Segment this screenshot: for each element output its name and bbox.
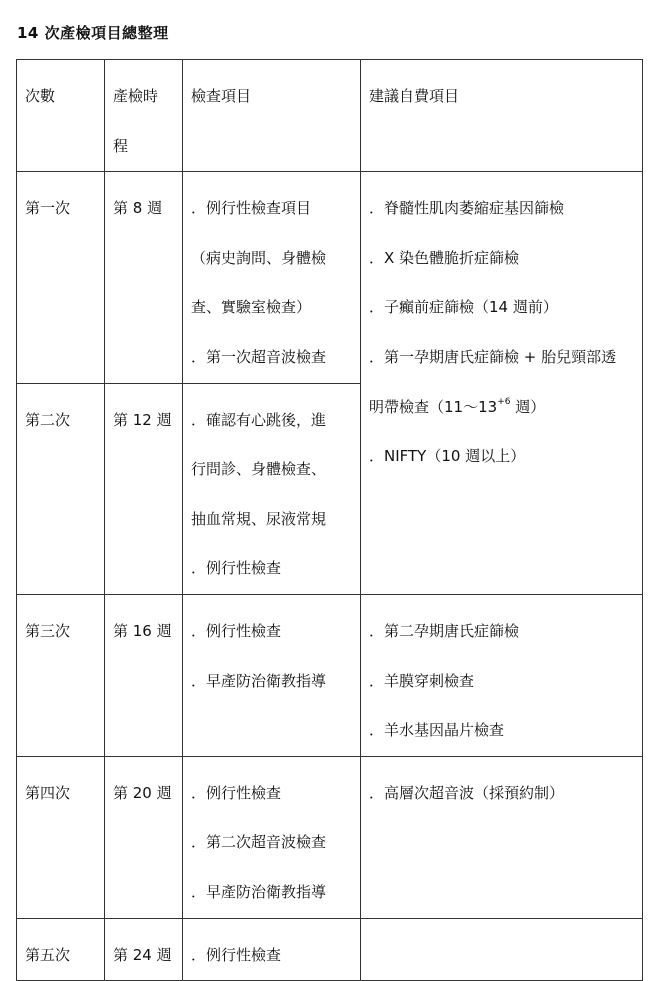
item-line: ．第二次超音波檢查	[191, 833, 327, 852]
visit-cell	[17, 172, 105, 383]
visit-label: 第五次	[25, 945, 71, 964]
prenatal-checkup-table	[16, 59, 643, 981]
page-title: 14 次產檢項目總整理	[17, 24, 169, 42]
item-line: ．例行性檢查	[191, 621, 282, 640]
table-row	[17, 918, 643, 981]
self-pay-text: 明帶檢查（11～13	[369, 397, 498, 416]
visit-cell	[17, 918, 105, 981]
self-pay-line	[369, 383, 634, 433]
header-items-label: 檢查項目	[191, 87, 252, 105]
self-pay-line: ．羊水基因晶片檢查	[369, 721, 505, 740]
self-pay-cell	[361, 918, 643, 981]
table-row	[17, 594, 643, 756]
self-pay-line: ．脊髓性肌肉萎縮症基因篩檢	[369, 199, 565, 218]
item-line: ．確認有心跳後，進	[191, 410, 327, 429]
self-pay-line: ．X 染色體脆折症篩檢	[369, 248, 520, 267]
visit-label: 第二次	[25, 410, 71, 429]
self-pay-line: ．第一孕期唐氏症篩檢 + 胎兒頸部透	[369, 347, 617, 366]
item-line: ．例行性檢查項目	[191, 199, 312, 218]
self-pay-line: ．NIFTY（10 週以上）	[369, 447, 526, 466]
item-line: ．例行性檢查	[191, 559, 282, 578]
self-pay-cell	[361, 594, 643, 756]
header-week-label-1: 產檢時	[113, 87, 159, 105]
item-line: ．例行性檢查	[191, 783, 282, 802]
self-pay-text: 週）	[510, 397, 546, 416]
visit-label: 第四次	[25, 783, 71, 802]
item-line: ．第一次超音波檢查	[191, 347, 327, 366]
items-cell	[183, 756, 361, 918]
table-row	[17, 756, 643, 918]
header-visit-label: 次數	[25, 87, 56, 105]
self-pay-line: ．高層次超音波（採預約制）	[369, 783, 565, 802]
superscript: +6	[497, 396, 511, 407]
item-line: ．例行性檢查	[191, 945, 282, 964]
item-line: 查、實驗室檢查）	[191, 298, 312, 317]
items-cell	[183, 172, 361, 383]
week-cell	[105, 383, 183, 594]
header-row	[17, 60, 643, 172]
week-label: 第 16 週	[113, 621, 172, 640]
self-pay-cell-merged	[361, 172, 643, 595]
week-cell	[105, 172, 183, 383]
header-week-label-2: 程	[113, 136, 129, 155]
header-self-pay	[361, 60, 643, 172]
header-self-pay-label: 建議自費項目	[369, 87, 460, 105]
header-items	[183, 60, 361, 172]
self-pay-line: ．子癲前症篩檢（14 週前）	[369, 298, 558, 317]
week-label: 第 24 週	[113, 945, 172, 964]
header-visit	[17, 60, 105, 172]
visit-label: 第三次	[25, 621, 71, 640]
item-line: 行問診、身體檢查、	[191, 460, 327, 479]
week-cell	[105, 756, 183, 918]
visit-cell	[17, 756, 105, 918]
week-cell	[105, 918, 183, 981]
visit-cell	[17, 594, 105, 756]
table-row	[17, 172, 643, 383]
self-pay-cell	[361, 756, 643, 918]
item-line: ．早產防治衛教指導	[191, 671, 327, 690]
items-cell	[183, 383, 361, 594]
week-label: 第 8 週	[113, 199, 163, 218]
items-cell	[183, 918, 361, 981]
items-cell	[183, 594, 361, 756]
self-pay-line: ．羊膜穿刺檢查	[369, 671, 475, 690]
self-pay-line: ．第二孕期唐氏症篩檢	[369, 621, 520, 640]
item-line: 抽血常規、尿液常規	[191, 509, 327, 528]
item-line: （病史詢問、身體檢	[191, 248, 327, 267]
visit-label: 第一次	[25, 199, 71, 218]
week-cell	[105, 594, 183, 756]
visit-cell	[17, 383, 105, 594]
week-label: 第 12 週	[113, 410, 172, 429]
week-label: 第 20 週	[113, 783, 172, 802]
item-line: ．早產防治衛教指導	[191, 882, 327, 901]
header-week	[105, 60, 183, 172]
